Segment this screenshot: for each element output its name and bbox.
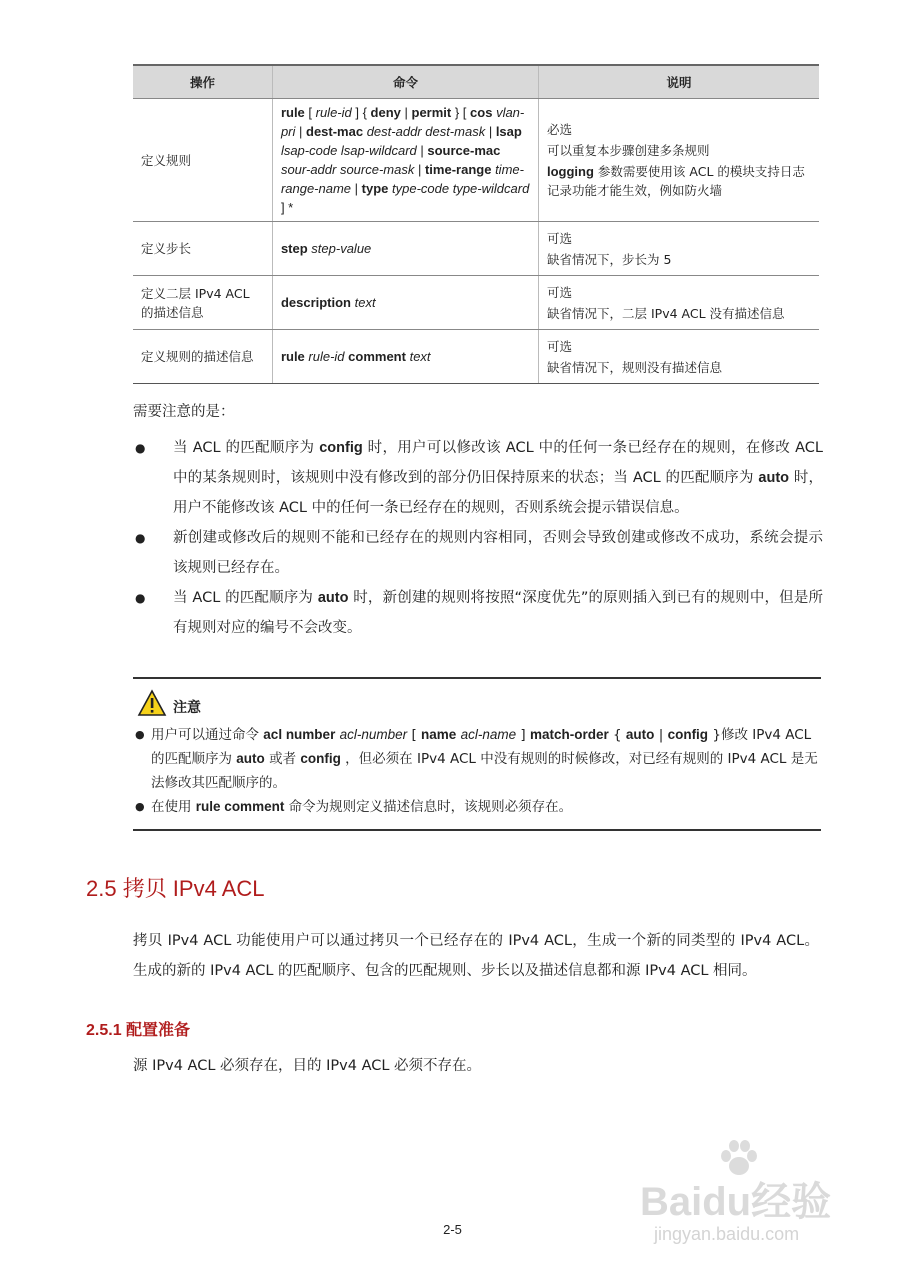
command-table xyxy=(133,64,819,384)
watermark-url: jingyan.baidu.com xyxy=(654,1224,800,1244)
keyword: permit xyxy=(411,105,452,120)
keyword: rule xyxy=(280,105,305,120)
text-run: | xyxy=(351,181,362,196)
desc-keyword: logging xyxy=(547,164,594,179)
subsection-heading: 2.5.1 配置准备 xyxy=(86,1022,191,1039)
text-run: | xyxy=(400,105,412,120)
desc-line xyxy=(547,162,811,200)
list-item-text xyxy=(173,530,823,576)
caution-title: 注意 xyxy=(173,700,201,716)
keyword: config xyxy=(319,440,363,456)
text-run: | xyxy=(654,727,668,743)
bullet-icon: ● xyxy=(135,531,146,545)
caution-item-text xyxy=(151,727,818,791)
table-row xyxy=(133,276,819,330)
row-command xyxy=(272,99,538,222)
keyword: dest-mac xyxy=(306,124,364,139)
text-run: 当 ACL 的匹配顺序为 xyxy=(173,440,320,456)
keyword: time-range xyxy=(424,162,492,177)
text-run: 用户可以通过命令 xyxy=(151,727,264,743)
bullet-icon: ● xyxy=(135,591,146,605)
intro-text: 需要注意的是： xyxy=(133,404,235,420)
row-operation: 定义二层 IPv4 ACL 的描述信息 xyxy=(133,276,272,330)
list-item xyxy=(133,583,823,643)
watermark-brand: Baidu经验 xyxy=(640,1180,832,1224)
watermark xyxy=(640,1140,860,1270)
keyword: lsap xyxy=(495,124,522,139)
desc-line: 缺省情况下，规则没有描述信息 xyxy=(547,359,723,375)
bullet-icon: ● xyxy=(135,441,146,455)
keyword: deny xyxy=(370,105,401,120)
subsection-paragraph: 源 IPv4 ACL 必须存在，目的 IPv4 ACL 必须不存在。 xyxy=(133,1058,482,1074)
row-description xyxy=(539,99,820,222)
text-run: [ xyxy=(407,727,422,743)
desc-line: 必选 xyxy=(547,122,573,137)
keyword: rule comment xyxy=(195,799,285,814)
row-command xyxy=(272,276,538,330)
keyword: source-mac xyxy=(427,143,501,158)
desc-line: 可选 xyxy=(547,338,573,354)
parameter: rule-id xyxy=(315,105,352,120)
keyword: auto xyxy=(625,727,655,742)
text-run: ] { xyxy=(351,105,371,120)
warning-icon xyxy=(137,689,167,717)
table-row xyxy=(133,330,819,384)
keyword: comment xyxy=(348,349,406,364)
text-run: 当 ACL 的匹配顺序为 xyxy=(173,590,318,606)
text-run: | xyxy=(414,162,425,177)
keyword: name xyxy=(421,727,457,742)
keyword: auto xyxy=(758,470,790,486)
keyword: rule xyxy=(280,349,305,364)
desc-line: 可选 xyxy=(547,284,573,300)
keyword: step xyxy=(280,241,308,256)
text-run: 在使用 xyxy=(151,799,196,815)
text-run: 或者 xyxy=(264,751,301,767)
list-item xyxy=(133,523,823,583)
table-row xyxy=(133,99,819,222)
list-item xyxy=(133,433,823,523)
keyword: acl number xyxy=(263,727,336,742)
desc-line: 缺省情况下，步长为 5 xyxy=(547,251,672,267)
text-run: ，但必须在 IPv4 ACL 中没有规则的时候修改，对已经有规则的 IPv4 ACL 是无法修改其匹配顺序的。 xyxy=(151,751,818,791)
text-run: | xyxy=(416,143,428,158)
text-run: | xyxy=(295,124,306,139)
text-run: ] xyxy=(516,727,530,743)
desc-text: 参数需要使用该 ACL 的模块支持日志记录功能才能生效，例如防火墙 xyxy=(547,164,805,198)
parameter: lsap-code lsap-wildcard xyxy=(280,143,417,158)
desc-line: 可以重复本步骤创建多条规则 xyxy=(547,143,710,158)
text-run: } [ xyxy=(451,105,471,120)
parameter: step-value xyxy=(311,241,372,256)
desc-line: 缺省情况下，二层 IPv4 ACL 没有描述信息 xyxy=(547,305,785,321)
keyword: auto xyxy=(236,751,265,766)
parameter: vlan-pri xyxy=(280,105,525,139)
row-description xyxy=(539,330,820,384)
list-item-text xyxy=(173,440,823,516)
table-row xyxy=(133,222,819,276)
parameter: acl-number xyxy=(339,727,408,742)
parameter: rule-id xyxy=(308,349,345,364)
parameter: acl-name xyxy=(460,727,517,742)
desc-line: 可选 xyxy=(547,230,573,246)
bullet-icon: ● xyxy=(135,800,145,813)
text-run: 新创建或修改后的规则不能和已经存在的规则内容相同，否则会导致创建或修改不成功，系统会提示该规则已经存在。 xyxy=(173,530,823,576)
text-run: }修改 IPv4 ACL 的匹配顺序为 xyxy=(151,727,812,767)
header-description: 说明 xyxy=(539,65,820,99)
text-run: 时，新创建的规则将按照“深度优先”的原则插入到已有的规则中，但是所有规则对应的编号不会改变。 xyxy=(173,590,823,636)
list-item xyxy=(133,795,821,819)
text-run: 时，用户不能修改该 ACL 中的任何一条已经存在的规则，否则系统会提示错误信息。 xyxy=(173,470,824,516)
table-header-row xyxy=(133,65,819,99)
keyword: match-order xyxy=(529,727,609,742)
row-command xyxy=(272,330,538,384)
keyword: type xyxy=(361,181,389,196)
parameter: time-range-name xyxy=(280,162,524,196)
header-operation: 操作 xyxy=(133,65,272,99)
text-run: [ xyxy=(304,105,316,120)
notes-list xyxy=(133,433,823,643)
caution-list xyxy=(133,723,821,819)
keyword: cos xyxy=(470,105,493,120)
bullet-icon: ● xyxy=(135,728,145,741)
list-item-text xyxy=(173,590,823,636)
text-run: | xyxy=(485,124,496,139)
caution-item-text xyxy=(151,799,572,815)
row-description xyxy=(539,222,820,276)
text-run: ] * xyxy=(280,200,294,215)
header-command: 命令 xyxy=(272,65,538,99)
keyword: config xyxy=(300,751,341,766)
list-item xyxy=(133,723,821,795)
section-heading: 2.5 拷贝 IPv4 ACL xyxy=(86,876,265,901)
row-operation: 定义步长 xyxy=(133,222,272,276)
row-operation: 定义规则的描述信息 xyxy=(133,330,272,384)
keyword: auto xyxy=(317,590,349,606)
section-paragraph: 拷贝 IPv4 ACL 功能使用户可以通过拷贝一个已经存在的 IPv4 ACL，生成一个新的同类型的 IPv4 ACL。生成的新的 IPv4 ACL 的匹配顺序、包含的匹配规则、步长以及描述信息都和源 IPv4 ACL 相同。 xyxy=(133,933,819,979)
text-run: 命令为规则定义描述信息时，该规则必须存在。 xyxy=(284,799,573,815)
text-run: { xyxy=(608,727,626,743)
parameter: text xyxy=(409,349,431,364)
keyword: config xyxy=(667,727,709,742)
parameter: dest-addr dest-mask xyxy=(366,124,486,139)
parameter: type-code type-wildcard xyxy=(392,181,530,196)
parameter: sour-addr source-mask xyxy=(280,162,415,177)
text-run: 时，用户可以修改该 ACL 中的任何一条已经存在的规则，在修改 ACL 中的某条规则时，该规则中没有修改到的部分仍旧保持原来的状态；当 ACL 的匹配顺序为 xyxy=(173,440,823,486)
row-description xyxy=(539,276,820,330)
page-number: 2-5 xyxy=(443,1222,462,1237)
keyword: description xyxy=(280,295,352,310)
parameter: text xyxy=(354,295,376,310)
caution-box xyxy=(133,677,821,831)
row-operation: 定义规则 xyxy=(133,99,272,222)
row-command xyxy=(272,222,538,276)
